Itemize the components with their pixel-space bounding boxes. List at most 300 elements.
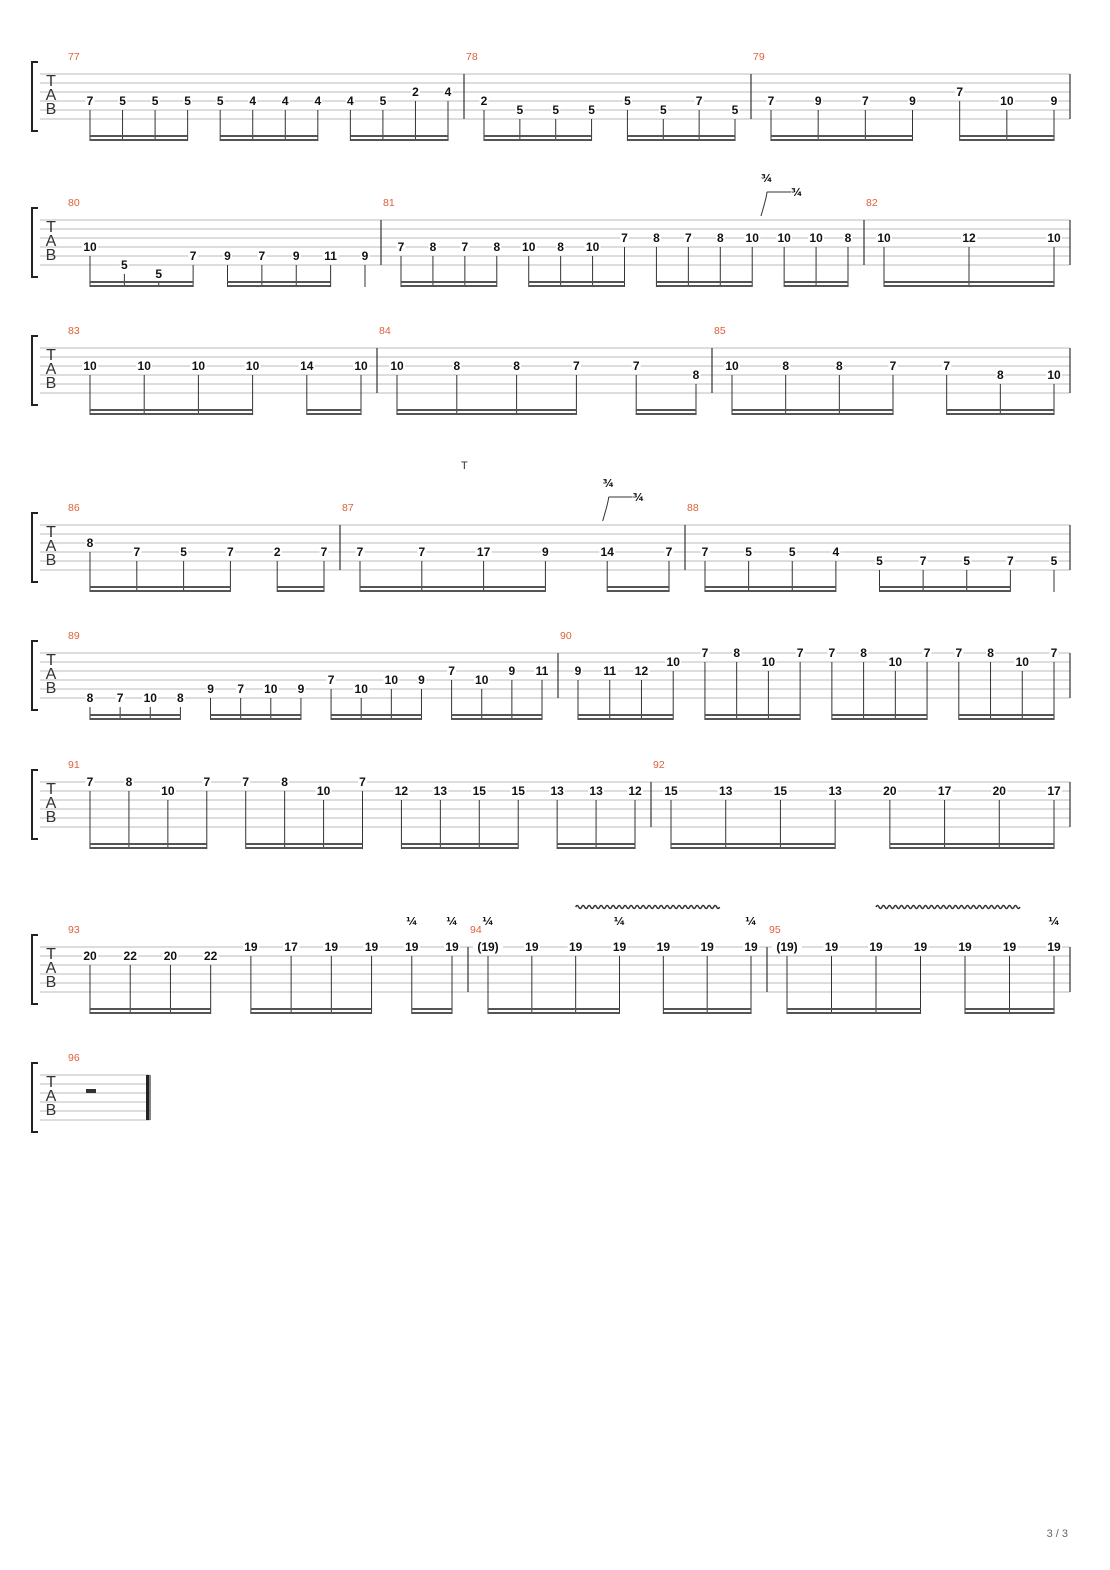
measure	[68, 1052, 150, 1120]
fret-number: 20	[83, 949, 97, 963]
fret-number: 8	[844, 231, 852, 245]
fret-number: 7	[258, 249, 266, 263]
fret-number: 19	[612, 940, 627, 954]
system-bracket	[32, 336, 38, 405]
measure	[68, 325, 369, 415]
beam	[251, 1012, 372, 1014]
beam	[246, 843, 363, 845]
beam	[331, 714, 421, 716]
measure-number: 90	[560, 630, 572, 642]
fret-number: 9	[574, 664, 582, 678]
measure	[558, 630, 1070, 720]
fret-number: 10	[83, 240, 97, 254]
beam	[228, 281, 331, 283]
measure-number: 77	[68, 51, 80, 63]
fret-number: 7	[86, 94, 94, 108]
fret-number: 10	[390, 359, 404, 373]
fret-number: 13	[589, 784, 603, 798]
beam	[890, 843, 1054, 845]
system-bracket	[32, 1063, 38, 1132]
fret-number: 10	[666, 655, 680, 669]
whole-rest	[86, 1089, 96, 1093]
measure-number: 85	[714, 325, 726, 337]
beam	[787, 1008, 921, 1010]
beam	[90, 586, 230, 588]
beam	[671, 843, 835, 845]
fret-number: 12	[628, 784, 642, 798]
beam	[880, 586, 1011, 588]
bend-amount: ¼	[406, 915, 418, 928]
fret-number: 4	[832, 545, 840, 559]
final-barline	[146, 1075, 149, 1120]
beam	[360, 590, 545, 592]
measure-number: 95	[769, 924, 781, 936]
fret-number: 17	[284, 940, 298, 954]
measure-number: 91	[68, 759, 80, 771]
tab-clef-letter: B	[45, 552, 57, 569]
beam	[484, 139, 592, 141]
fret-number: 10	[191, 359, 206, 373]
fret-number: 5	[155, 267, 163, 281]
beam	[663, 1008, 751, 1010]
measure-number: 87	[342, 502, 354, 514]
fret-number: 19	[1002, 940, 1017, 954]
tab-system	[32, 630, 1070, 720]
fret-number: 11	[535, 664, 549, 678]
fret-number: 8	[996, 368, 1004, 382]
fret-number: 5	[552, 103, 560, 117]
fret-number: 2	[412, 85, 419, 99]
fret-number: 10	[877, 231, 891, 245]
fret-number: 5	[184, 94, 191, 108]
fret-number: 4	[314, 94, 322, 108]
measure-number: 86	[68, 502, 80, 514]
measure-number: 80	[68, 197, 80, 209]
fret-number: 17	[937, 784, 952, 798]
fret-number: 8	[653, 231, 660, 245]
beam	[90, 843, 207, 845]
beam	[90, 718, 180, 720]
tab-clef-letter: T	[46, 524, 56, 541]
beam	[965, 1008, 1054, 1010]
fret-number: 4	[281, 94, 289, 108]
fret-number: 9	[224, 249, 231, 263]
fret-number: 7	[397, 240, 405, 254]
beam	[228, 285, 331, 287]
fret-number: 10	[1047, 231, 1061, 245]
fret-number: 10	[384, 673, 399, 687]
tab-clef-letter: A	[45, 87, 57, 104]
system-bracket	[32, 208, 38, 277]
beam	[307, 413, 361, 415]
tab-system	[32, 1052, 150, 1132]
fret-number: 7	[665, 545, 673, 559]
fret-number: 5	[180, 545, 187, 559]
fret-number: 7	[356, 545, 364, 559]
measure	[712, 325, 1070, 415]
fret-number: 8	[86, 536, 94, 550]
fret-number: 8	[782, 359, 790, 373]
fret-number: 13	[719, 784, 733, 798]
measure-number: 81	[383, 197, 395, 209]
fret-number: 8	[429, 240, 437, 254]
beam	[360, 586, 545, 588]
tab-clef-letter: A	[45, 361, 57, 378]
system-bracket	[32, 513, 38, 582]
beam	[578, 714, 673, 716]
bend-arrow	[761, 192, 767, 216]
fret-number: 19	[405, 940, 419, 954]
beam	[705, 714, 800, 716]
system-bracket	[32, 641, 38, 710]
beam	[656, 285, 752, 287]
tab-clef-letter: T	[46, 347, 56, 364]
beam	[960, 139, 1054, 141]
fret-number: 14	[300, 359, 314, 373]
fret-number: 19	[913, 940, 928, 954]
beam	[832, 714, 927, 716]
fret-number: 7	[621, 231, 628, 245]
beam	[557, 843, 635, 845]
fret-number: 7	[203, 775, 211, 789]
beam	[959, 714, 1054, 716]
beam	[277, 586, 324, 588]
fret-number: 7	[461, 240, 469, 254]
tab-clef-letter: T	[46, 652, 56, 669]
tab-clef-letter: B	[45, 247, 57, 264]
fret-number: 19	[364, 940, 379, 954]
fret-number: 10	[1015, 655, 1029, 669]
fret-number: 4	[444, 85, 452, 99]
fret-number: 7	[695, 94, 703, 108]
beam	[412, 1008, 452, 1010]
beam	[452, 714, 542, 716]
beam	[787, 1012, 921, 1014]
tab-clef-letter: B	[45, 809, 57, 826]
fret-number: 7	[418, 545, 426, 559]
release-amount: ¾	[790, 186, 803, 199]
bend-amount: ¼	[482, 915, 494, 928]
fret-number: 7	[956, 85, 964, 99]
fret-number: 15	[472, 784, 486, 798]
beam	[307, 409, 361, 411]
fret-number: 17	[476, 545, 491, 559]
beam	[557, 847, 635, 849]
fret-number: 7	[327, 673, 335, 687]
tab-system	[32, 906, 1070, 1015]
tab-clef-letter: B	[45, 680, 57, 697]
fret-number: 9	[297, 682, 305, 696]
tap-marker: T	[461, 460, 468, 472]
beam	[832, 718, 927, 720]
beam	[350, 135, 448, 137]
tab-clef-letter: T	[46, 219, 56, 236]
beam	[959, 718, 1054, 720]
beam	[663, 1012, 751, 1014]
beam	[251, 1008, 372, 1010]
beam	[947, 413, 1054, 415]
beam	[884, 281, 1054, 283]
fret-number: 17	[1047, 784, 1061, 798]
beam	[705, 586, 836, 588]
fret-number: 19	[525, 940, 539, 954]
measure	[651, 759, 1070, 849]
beam	[211, 714, 301, 716]
tab-system	[32, 460, 1070, 592]
fret-number: 10	[761, 655, 776, 669]
fret-number: 9	[909, 94, 916, 108]
measure	[377, 325, 701, 415]
fret-number: 10	[888, 655, 903, 669]
beam	[947, 409, 1054, 411]
beam	[529, 281, 625, 283]
beam	[211, 718, 301, 720]
beam	[880, 590, 1011, 592]
page-number: 3 / 3	[1046, 1528, 1068, 1540]
measure	[464, 51, 740, 141]
tab-clef-letter: A	[45, 960, 57, 977]
fret-number: 12	[962, 231, 976, 245]
fret-number: 7	[116, 691, 124, 705]
measure	[864, 197, 1070, 287]
tab-clef-letter: T	[46, 946, 56, 963]
tab-system	[32, 325, 1070, 415]
bend-amount: ¼	[446, 915, 458, 928]
fret-number: 5	[788, 545, 796, 559]
fret-number: 5	[588, 103, 595, 117]
fret-number: 13	[550, 784, 564, 798]
fret-number: 19	[324, 940, 339, 954]
fret-number: 14	[600, 545, 614, 559]
beam	[331, 718, 421, 720]
fret-number: 5	[151, 94, 159, 108]
bend-arrow	[603, 497, 609, 521]
fret-number: 20	[992, 784, 1006, 798]
fret-number: 5	[745, 545, 752, 559]
fret-number: 8	[692, 368, 700, 382]
fret-number: 12	[634, 664, 649, 678]
fret-number: 7	[189, 249, 197, 263]
fret-number: 10	[354, 359, 368, 373]
beam	[627, 139, 735, 141]
fret-number: 7	[632, 359, 640, 373]
fret-number: 11	[324, 249, 337, 263]
measure-number: 92	[653, 759, 665, 771]
beam	[771, 135, 913, 137]
bend-amount: ¼	[1048, 915, 1060, 928]
beam	[965, 1012, 1054, 1014]
fret-number: 19	[656, 940, 671, 954]
measure	[68, 197, 370, 287]
measure	[68, 502, 329, 592]
fret-number: 10	[161, 784, 175, 798]
fret-number: 7	[242, 775, 250, 789]
beam	[636, 409, 696, 411]
beam	[771, 139, 913, 141]
fret-number: 9	[361, 249, 369, 263]
fret-number: 7	[573, 359, 580, 373]
fret-number: 10	[1047, 368, 1061, 382]
beam	[656, 281, 752, 283]
beam	[90, 413, 253, 415]
fret-number: 8	[493, 240, 501, 254]
tab-system	[32, 51, 1070, 141]
beam	[484, 135, 592, 137]
measure-number: 88	[687, 502, 699, 514]
beam	[488, 1012, 620, 1014]
fret-number: 7	[133, 545, 141, 559]
tab-clef-letter: B	[45, 974, 57, 991]
beam	[90, 847, 207, 849]
measure-number: 94	[470, 924, 482, 936]
beam	[90, 281, 193, 283]
fret-number: 7	[923, 646, 931, 660]
fret-number: 7	[919, 554, 927, 568]
fret-number: 8	[733, 646, 741, 660]
measure-number: 84	[379, 325, 391, 337]
measure-number: 89	[68, 630, 80, 642]
fret-number: 7	[701, 646, 709, 660]
fret-number: 10	[585, 240, 600, 254]
beam	[90, 139, 188, 141]
fret-number: 8	[513, 359, 520, 373]
fret-number: 10	[777, 231, 791, 245]
fret-number: 4	[249, 94, 257, 108]
beam	[705, 590, 836, 592]
fret-number: 10	[745, 231, 759, 245]
fret-number: 8	[835, 359, 843, 373]
fret-number: 10	[1000, 94, 1014, 108]
fret-number: 10	[522, 240, 536, 254]
measure-number: 79	[753, 51, 765, 63]
fret-number: 19	[824, 940, 839, 954]
tab-clef-letter: T	[46, 1074, 56, 1091]
beam	[488, 1008, 620, 1010]
beam	[578, 718, 673, 720]
fret-number: 9	[207, 682, 214, 696]
tab-clef-letter: B	[45, 101, 57, 118]
measure	[68, 51, 453, 141]
fret-number: 7	[796, 646, 804, 660]
fret-number: 13	[433, 784, 448, 798]
bend-amount: ¾	[760, 172, 773, 185]
beam	[705, 718, 800, 720]
beam	[350, 139, 448, 141]
tab-clef-letter: B	[45, 1102, 57, 1119]
beam	[277, 590, 324, 592]
fret-number: (19)	[776, 940, 798, 954]
system-bracket	[32, 62, 38, 131]
beam	[401, 281, 497, 283]
fret-number: 7	[828, 646, 836, 660]
fret-number: 20	[883, 784, 897, 798]
fret-number: 9	[814, 94, 822, 108]
beam	[397, 413, 576, 415]
beam	[732, 413, 893, 415]
measure-number: 93	[68, 924, 80, 936]
fret-number: 10	[354, 682, 368, 696]
tab-clef-letter: A	[45, 795, 57, 812]
fret-number: 7	[767, 94, 775, 108]
beam	[960, 135, 1054, 137]
fret-number: 7	[86, 775, 94, 789]
fret-number: 5	[963, 554, 971, 568]
fret-number: 7	[889, 359, 897, 373]
fret-number: 22	[123, 949, 137, 963]
system-bracket	[32, 770, 38, 839]
beam	[784, 285, 848, 287]
fret-number: 8	[125, 775, 133, 789]
fret-number: 8	[557, 240, 564, 254]
beam	[636, 413, 696, 415]
fret-number: 19	[744, 940, 758, 954]
fret-number: 22	[203, 949, 218, 963]
measure-number: 96	[68, 1052, 80, 1064]
fret-number: (19)	[477, 940, 499, 954]
beam	[529, 285, 625, 287]
measure	[685, 502, 1070, 592]
fret-number: 10	[245, 359, 260, 373]
fret-number: 15	[773, 784, 788, 798]
fret-number: 4	[347, 94, 354, 108]
fret-number: 5	[624, 94, 631, 108]
beam	[732, 409, 893, 411]
tab-clef-letter: A	[45, 1088, 57, 1105]
fret-number: 11	[603, 664, 617, 678]
beam	[90, 590, 230, 592]
beam	[784, 281, 848, 283]
beam	[90, 285, 193, 287]
fret-number: 19	[445, 940, 459, 954]
fret-number: 8	[716, 231, 724, 245]
fret-number: 7	[448, 664, 455, 678]
beam	[246, 847, 363, 849]
fret-number: 7	[1050, 646, 1058, 660]
tab-clef-letter: T	[46, 781, 56, 798]
beam	[90, 1012, 211, 1014]
measure	[68, 630, 550, 720]
fret-number: 5	[216, 94, 224, 108]
fret-number: 10	[475, 673, 489, 687]
beam	[890, 847, 1054, 849]
system-bracket	[32, 935, 38, 1004]
fret-number: 9	[292, 249, 300, 263]
measure	[767, 906, 1070, 1015]
fret-number: 5	[119, 94, 126, 108]
fret-number: 8	[281, 775, 288, 789]
measure-number: 83	[68, 325, 80, 337]
fret-number: 15	[664, 784, 678, 798]
fret-number: 7	[943, 359, 951, 373]
fret-number: 7	[320, 545, 328, 559]
fret-number: 7	[861, 94, 869, 108]
beam	[401, 847, 518, 849]
bend-amount: ¼	[745, 915, 757, 928]
measure	[751, 51, 1070, 141]
bend-amount: ¾	[602, 477, 615, 490]
measure-number: 82	[866, 197, 878, 209]
tab-system	[32, 759, 1070, 849]
fret-number: 7	[955, 646, 963, 660]
fret-number: 19	[958, 940, 972, 954]
fret-number: 2	[273, 545, 281, 559]
fret-number: 10	[725, 359, 739, 373]
fret-number: 13	[828, 784, 842, 798]
measure	[468, 906, 759, 1015]
fret-number: 7	[237, 682, 245, 696]
fret-number: 5	[516, 103, 524, 117]
fret-number: 8	[177, 691, 184, 705]
